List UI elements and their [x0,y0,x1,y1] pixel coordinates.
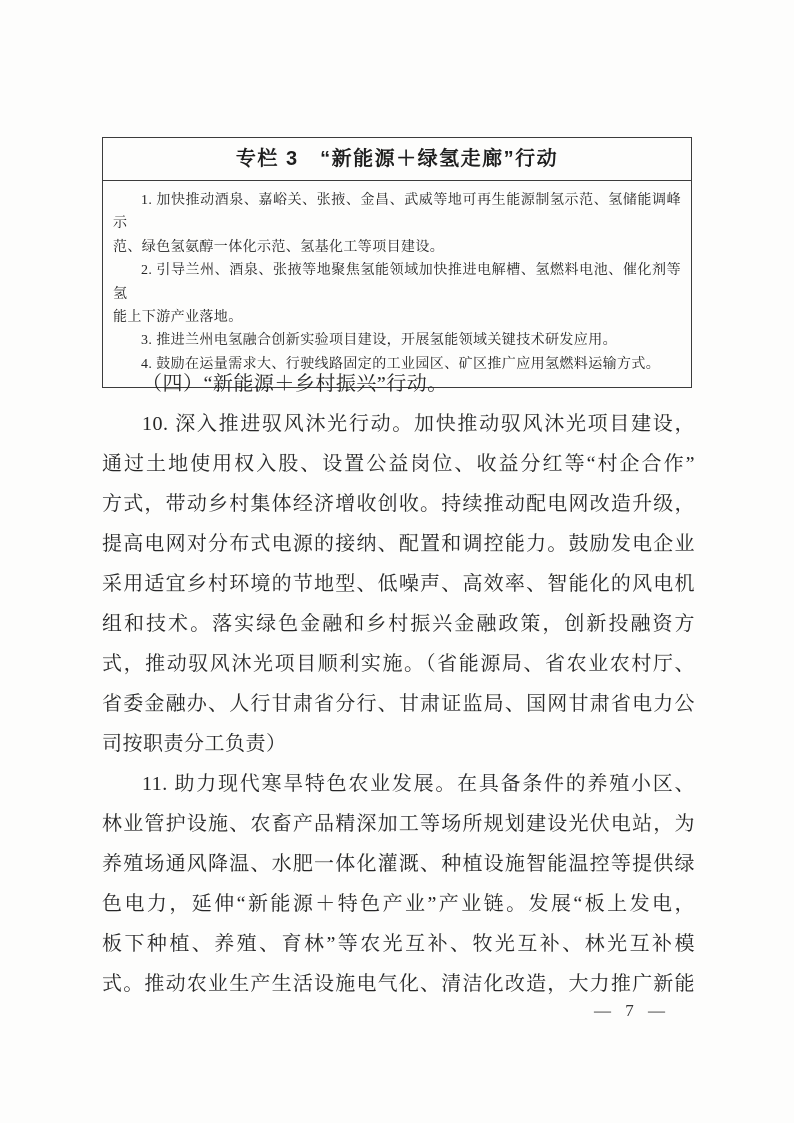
para-10-line-5: 采用适宜乡村环境的节地型、低噪声、高效率、智能化的风电机 [102,573,695,595]
box-item-2-line-1: 2. 引导兰州、酒泉、张掖等地聚焦氢能领域加快推进电解槽、氢燃料电池、催化剂等氢 [113,263,681,302]
box-item-1-line-1: 1. 加快推动酒泉、嘉峪关、张掖、金昌、武威等地可再生能源制氢示范、氢储能调峰示 [113,193,681,232]
box-item-3: 3. 推进兰州电氢融合创新实验项目建设，开展氢能领域关键技术研发应用。 [141,333,617,349]
para-11-line-4: 色电力，延伸“新能源＋特色产业”产业链。发展“板上发电， [102,893,695,915]
para-10-line-4: 提高电网对分布式电源的接纳、配置和调控能力。鼓励发电企业 [102,533,695,555]
box-item-1-line-2: 范、绿色氢氨醇一体化示范、氢基化工等项目建设。 [113,239,445,255]
section-heading: （四）“新能源＋乡村振兴”行动。 [142,373,448,395]
body-text [102,364,695,1004]
para-10-line-3: 方式，带动乡村集体经济增收创收。持续推动配电网改造升级， [102,493,695,515]
column-box [102,137,692,388]
para-10-line-1: 10. 深入推进驭风沐光行动。加快推动驭风沐光项目建设， [142,413,695,435]
para-10-line-6: 组和技术。落实绿色金融和乡村振兴金融政策，创新投融资方 [102,613,695,635]
column-box-title: 专栏 3 “新能源＋绿氢走廊”行动 [103,138,691,181]
para-11-line-6: 式。推动农业生产生活设施电气化、清洁化改造，大力推广新能 [102,973,695,995]
para-10-line-9: 司按职责分工负责） [102,733,287,755]
para-11-line-2: 林业管护设施、农畜产品精深加工等场所规划建设光伏电站，为 [102,813,695,835]
para-10-line-8: 省委金融办、人行甘肃省分行、甘肃证监局、国网甘肃省电力公 [102,693,695,715]
box-item-2-line-2: 能上下游产业落地。 [113,310,243,326]
para-11-line-3: 养殖场通风降温、水肥一体化灌溉、种植设施智能温控等提供绿 [102,853,695,875]
para-10-line-2: 通过土地使用权入股、设置公益岗位、收益分红等“村企合作” [102,453,695,475]
column-box-body [103,181,691,387]
page-number: — 7 — [594,1001,670,1020]
para-11-line-5: 板下种植、养殖、育林”等农光互补、牧光互补、林光互补模 [102,933,695,955]
para-11-line-1: 11. 助力现代寒旱特色农业发展。在具备条件的养殖小区、 [142,773,695,795]
para-10-line-7: 式，推动驭风沐光项目顺利实施。（省能源局、省农业农村厅、 [102,653,695,675]
box-item-4: 4. 鼓励在运量需求大、行驶线路固定的工业园区、矿区推广应用氢燃料运输方式。 [141,356,661,372]
